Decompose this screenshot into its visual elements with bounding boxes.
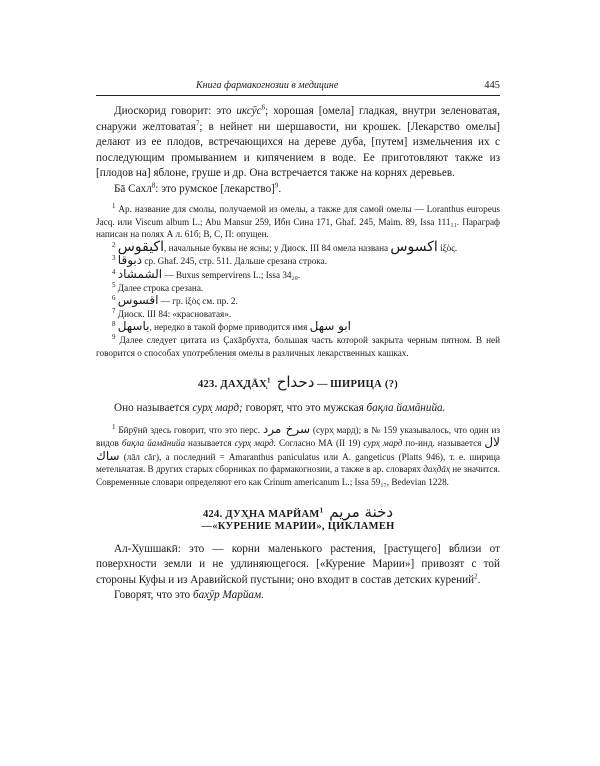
footnote-number: 4 (112, 267, 116, 276)
term: иксӯс (236, 105, 262, 117)
entry-subheading-424: —«КУРЕНИЕ МАРИИ», ЦИКЛАМЕН (201, 520, 395, 532)
footnote-number: 7 (112, 306, 116, 315)
text: : это румское [лекарство] (155, 182, 275, 195)
footnote-text: Бӣрӯнӣ здесь говорит, что это перс. (115, 424, 261, 435)
entry-title: 423. ДАХ̣ДĀХ̣ (197, 379, 268, 391)
footnote-3 (96, 254, 500, 268)
greek-word: ἰξὸς. (440, 242, 458, 253)
footnote-ref: 1 (319, 506, 324, 515)
footnote-7 (96, 308, 500, 321)
footnote-text: , нередко в такой форме приводится имя (149, 322, 308, 333)
arabic-word: اقسوس (117, 293, 159, 308)
entry-heading-423 (96, 373, 500, 391)
footnote-number: 3 (112, 254, 116, 263)
footnote-text: Далее следует цитата из Ҫахāрбухта, большая часть которой закрыта черным пятном. В ней говорится о способах употребления омелы в различных лекарственных кашках. (96, 334, 500, 358)
footnote-423-1 (96, 423, 500, 489)
arabic-word: سرخ مرد (262, 421, 311, 436)
footnote-text: Диоск. III 84: «красноватая». (115, 308, 232, 319)
header-rule (96, 95, 500, 96)
footnote-ref: 1 (267, 376, 271, 385)
arabic-title: دحداح (276, 373, 315, 392)
term: сурх̣ мард. (234, 438, 276, 449)
text: . (477, 573, 481, 586)
footnote-text: Ар. название для смолы, получаемой из омелы, а также для самой омелы — Loranthus europeus Jacq. или Viscum album L.; Abu Mansur 259, Ибн Сина 171, Ghaf. 245, Maim. 89, Issa 111₁₁. Параграф написан на полях А л. 61б; В, С, П: опущен. (96, 204, 500, 240)
text: Бā Сахл (114, 182, 152, 195)
footnote-number: 8 (112, 320, 116, 329)
text: . (278, 182, 282, 195)
footnote-ref: 9 (274, 180, 279, 189)
footnote-text: Согласно МА (II 19) (275, 438, 364, 449)
footnote-text: ср. Ghaf. 245, стр. 511. Дальше срезана строка. (142, 256, 328, 267)
text: Диоскорид говорит: это (114, 105, 237, 117)
text: Ал-Хушшакӣ: это — корни маленького растения, [растущего] вблизи от поверхности земли и не удлиняющегося. [«Курение Марии»] привозят с той стороны Куфы и из Аравийской пустыни; оно входит в состав детских курений (96, 542, 500, 586)
footnote-number: 9 (112, 332, 116, 341)
arabic-word: لال ساك (96, 435, 500, 463)
footnote-text: — гр. ἰξὸς см. пр. 2. (158, 296, 238, 307)
arabic-word: باسهل (117, 319, 150, 334)
entry-subtitle: — ШИРИЦА (?) (314, 379, 399, 391)
footnote-text: по-инд. называется (402, 438, 482, 449)
paragraph-bakhur (96, 588, 500, 604)
term: дах̣дāх̣ (423, 464, 450, 475)
footnote-9 (96, 334, 500, 359)
text: говорят, что это мужская (242, 402, 367, 415)
term: сурх̣ мард (363, 438, 403, 449)
term: бақла йамāнийа (121, 438, 186, 449)
footnote-text: (сурх̣ мард); в № 159 указывалось, что один из видов (96, 424, 501, 449)
footnote-text: (лāл сāг), а последний = Amaranthus paniculatus или A. gangeticus (Platts 946), т. е. ширица метельчатая. В других старых сборниках по фармакогнозии, а также в ар. словарях (96, 451, 500, 475)
footnote-ref: 7 (195, 118, 200, 127)
text: Говорят, что это (114, 589, 193, 602)
footnote-text: — Buxus sempervirens L.; Issa 34₂₈. (162, 269, 301, 280)
footnote-1 (96, 203, 500, 241)
page-body (96, 104, 500, 604)
footnote-text: Далее строка срезана. (115, 282, 204, 293)
footnote-ref: 2 (474, 571, 478, 580)
footnote-2 (96, 238, 500, 255)
footnote-ref: 8 (151, 180, 156, 189)
paragraph-ba-sahl (96, 182, 500, 198)
page-number: 445 (484, 80, 500, 91)
footnote-number: 2 (112, 240, 116, 249)
text: ; хорошая [омела] гладкая, внутри зеленоватая, снаружи желтоватая (96, 105, 500, 133)
footnote-text: называется (185, 438, 235, 449)
term: бах̱ӯр Марйам. (192, 589, 264, 602)
footnote-8 (96, 320, 500, 334)
arabic-title: دخنة مريم (329, 502, 394, 521)
footnote-6 (96, 294, 500, 308)
text: ; в нейнет ни шершавости, ни крошек. [Лекарство омелы] делают из ее плодов, встречающихся на дереве дуба, [путем] измельчения их с последующим промыванием и кипячением в воде. Ее приготовляют также из [плодов на] яблоне, груше и др. Она встречается также на корнях деревьев. (96, 120, 500, 179)
footnote-number: 5 (112, 280, 116, 289)
footnote-4 (96, 268, 500, 282)
running-header (96, 80, 500, 96)
text: Оно называется (114, 402, 193, 415)
term: сурх̣ мард; (192, 402, 243, 415)
arabic-word: اكسوس (390, 238, 438, 255)
footnote-text: не значится. Современные словари определяют его как Crinum americanum L.; Issa 59₁₇, Bedevian 1228. (96, 464, 501, 487)
footnote-number: 6 (112, 294, 116, 303)
arabic-word: دبوقا (117, 253, 143, 268)
arabic-word: ابو سهل (309, 319, 351, 334)
arabic-word: الشمشاد (117, 266, 163, 281)
paragraph-423 (96, 401, 500, 417)
entry-title: 424. ДУХ̱НА МАРЙАМ (202, 508, 320, 520)
paragraph-dioscorides (96, 104, 500, 182)
footnote-number: 1 (112, 422, 116, 431)
arabic-word: اكيقوس (117, 238, 164, 255)
paragraph-al-khushshaki (96, 542, 500, 589)
footnote-text: , начальные буквы не ясны; у Диоск. III 84 омела названа (163, 242, 389, 253)
footnote-number: 1 (112, 201, 116, 210)
footnote-ref: 6 (261, 103, 266, 112)
term: бақла йамāнийа. (366, 402, 446, 415)
entry-heading-424 (96, 503, 500, 521)
running-title: Книга фармакогнозии в медицине (196, 80, 339, 91)
